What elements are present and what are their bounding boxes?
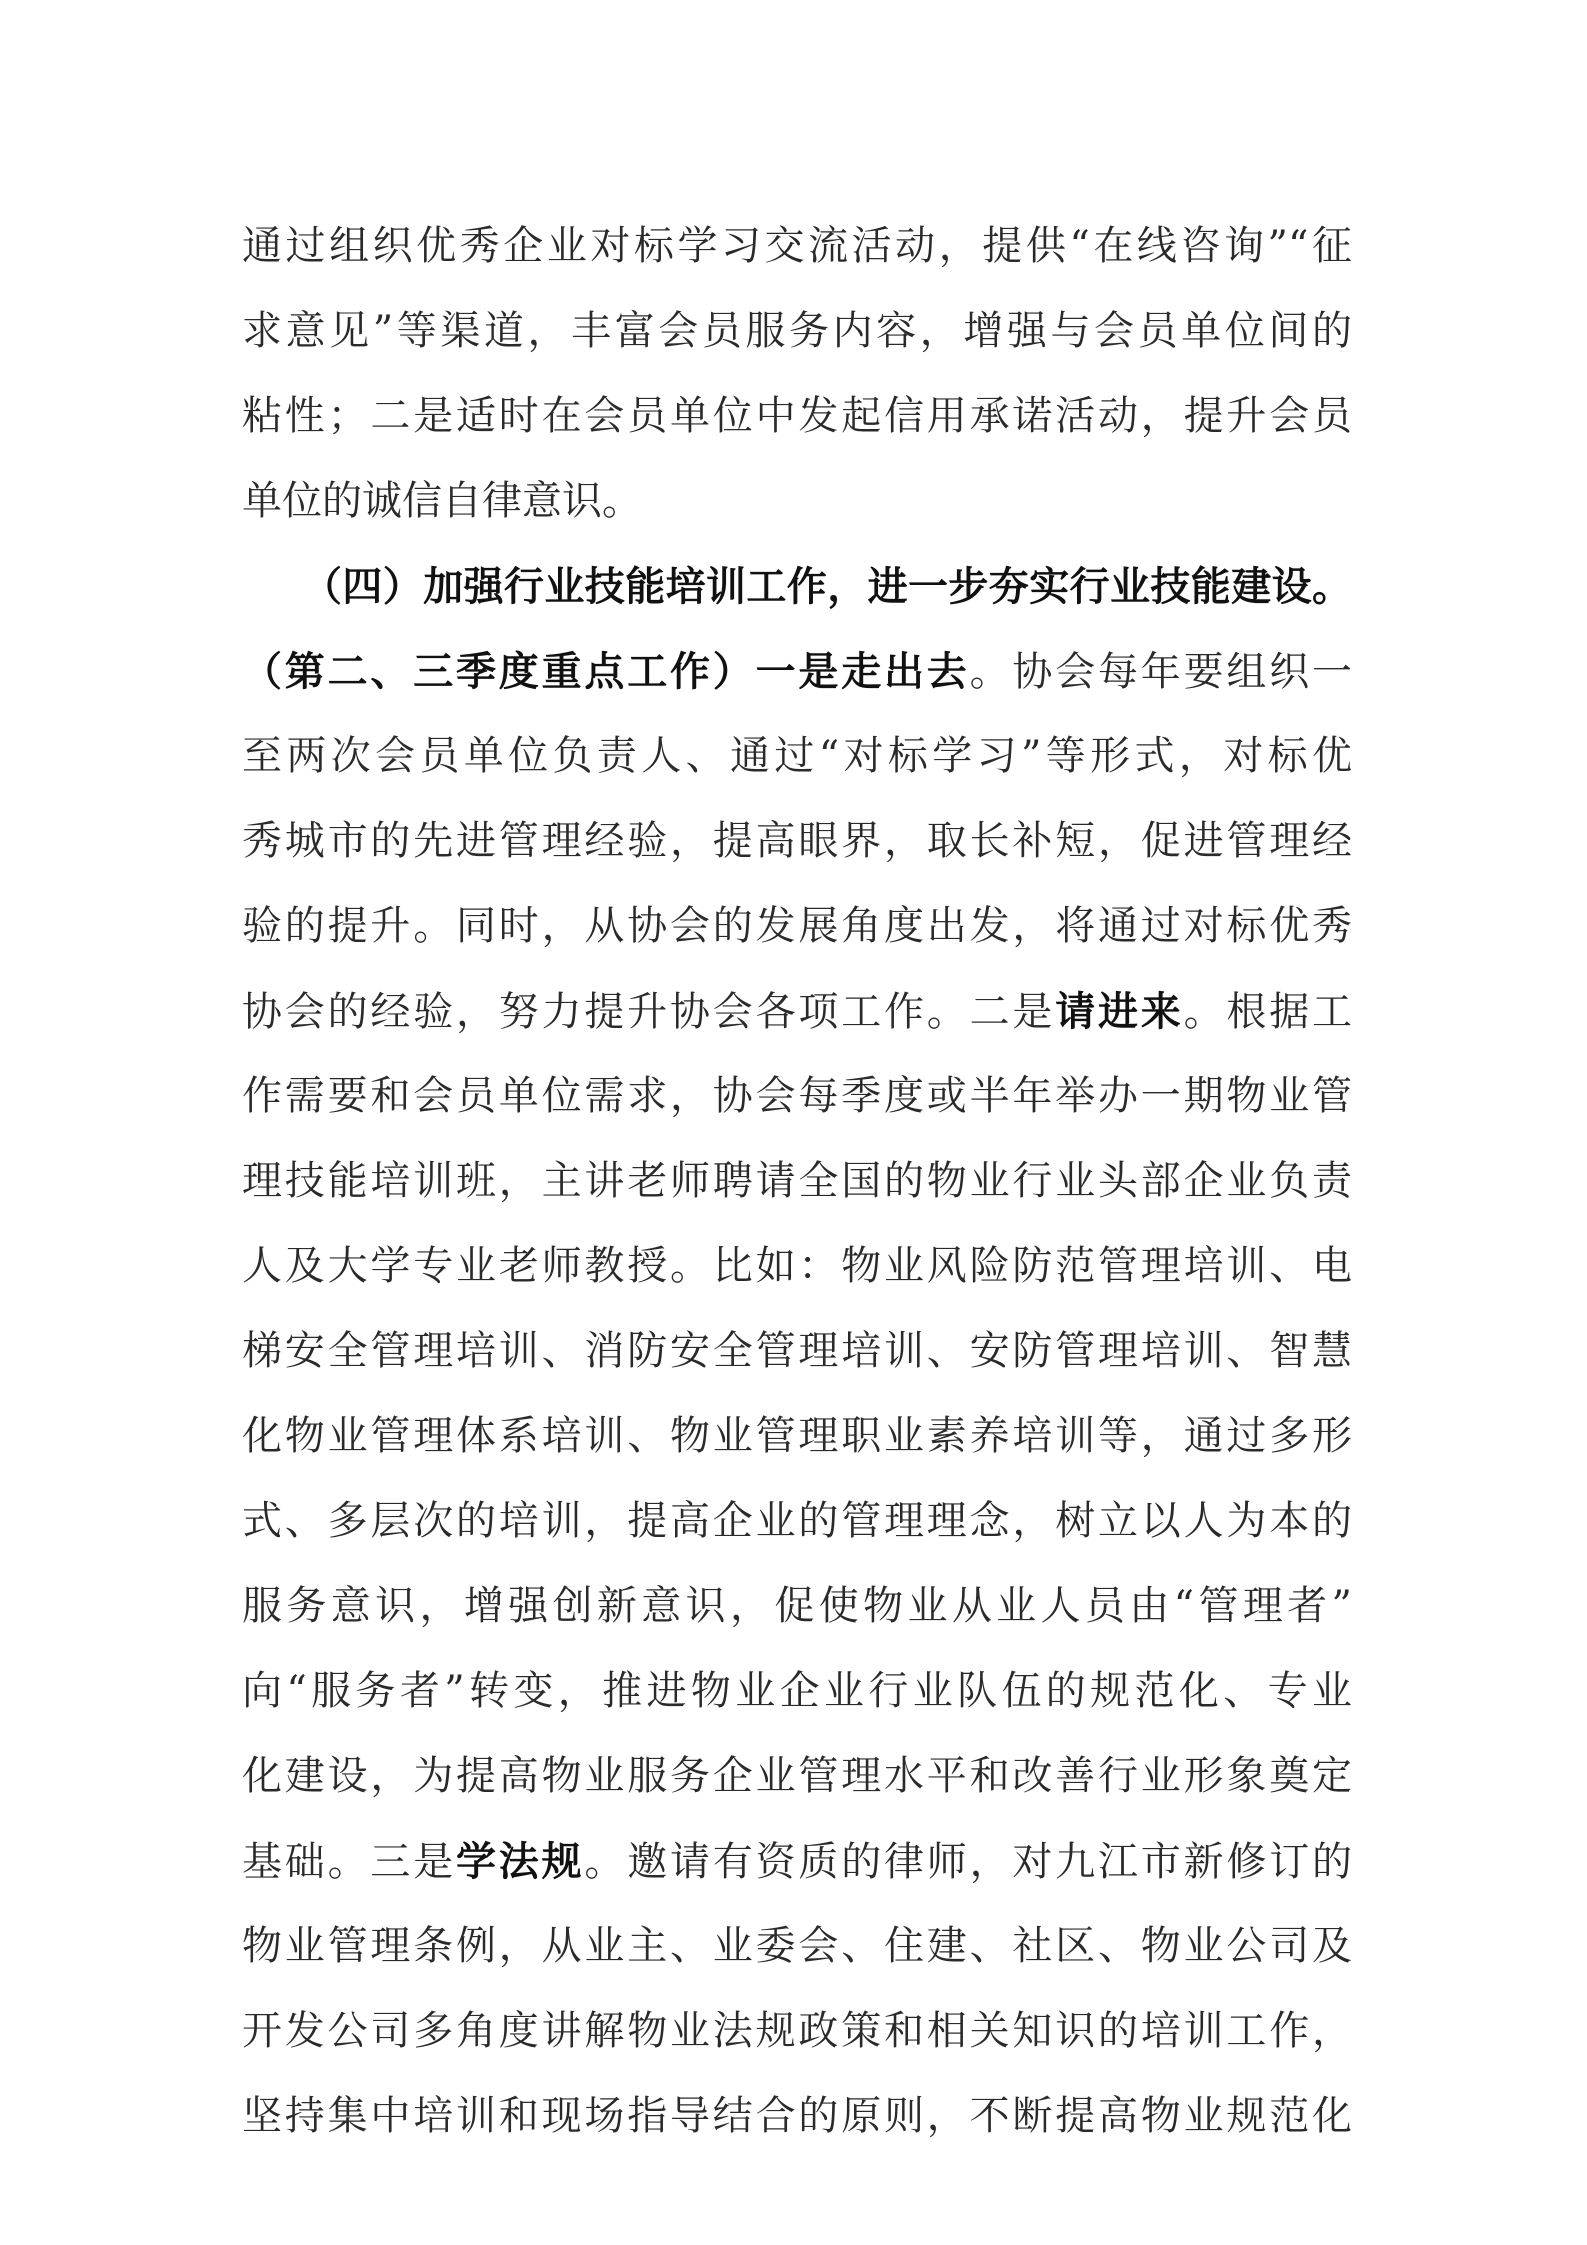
bold-phrase: （第二、三季度重点工作）一是走出去 bbox=[242, 648, 970, 695]
text-span: 。根据工 bbox=[1183, 989, 1353, 1035]
text-line: 至两次会员单位负责人、通过“对标学习”等形式，对标优 bbox=[242, 733, 1352, 779]
text-line: 坚持集中培训和现场指导结合的原则，不断提高物业规范化 bbox=[242, 2093, 1352, 2139]
text-line: 梯安全管理培训、消防安全管理培训、安防管理培训、智慧 bbox=[242, 1328, 1352, 1374]
text-line bbox=[242, 1819, 1352, 1904]
text-line: 化建设，为提高物业服务企业管理水平和改善行业形象奠定 bbox=[242, 1753, 1352, 1799]
text-line: 理技能培训班，主讲老师聘请全国的物业行业头部企业负责 bbox=[242, 1158, 1352, 1204]
text-line: 通过组织优秀企业对标学习交流活动，提供“在线咨询”“征 bbox=[242, 223, 1352, 269]
text-line: 求意见”等渠道，丰富会员服务内容，增强与会员单位间的 bbox=[242, 308, 1352, 354]
text-line: 化物业管理体系培训、物业管理职业素养培训等，通过多形 bbox=[242, 1413, 1352, 1459]
text-line: 式、多层次的培训，提高企业的管理理念，树立以人为本的 bbox=[242, 1498, 1352, 1544]
text-line: 向“服务者”转变，推进物业企业行业队伍的规范化、专业 bbox=[242, 1668, 1352, 1714]
section-heading: （四）加强行业技能培训工作，进一步夯实行业技能建设。 bbox=[302, 563, 1352, 610]
text-line: 服务意识，增强创新意识，促使物业从业人员由“管理者” bbox=[242, 1583, 1352, 1629]
text-span: 基础。三是 bbox=[242, 1839, 456, 1885]
text-span: 。协会每年要组织一 bbox=[969, 649, 1353, 695]
text-span: 。邀请有资质的律师，对九江市新修订的 bbox=[584, 1839, 1353, 1885]
text-line: 开发公司多角度讲解物业法规政策和相关知识的培训工作， bbox=[242, 2008, 1352, 2054]
text-line: 人及大学专业老师教授。比如：物业风险防范管理培训、电 bbox=[242, 1243, 1352, 1289]
bold-phrase: 学法规 bbox=[456, 1838, 585, 1885]
bold-phrase: 请进来 bbox=[1055, 988, 1184, 1035]
text-line: 粘性；二是适时在会员单位中发起信用承诺活动，提升会员 bbox=[242, 393, 1352, 439]
text-line bbox=[242, 629, 1352, 714]
text-line: 秀城市的先进管理经验，提高眼界，取长补短，促进管理经 bbox=[242, 818, 1352, 864]
text-line: 物业管理条例，从业主、业委会、住建、社区、物业公司及 bbox=[242, 1923, 1352, 1969]
text-span: 协会的经验，努力提升协会各项工作。二是 bbox=[242, 989, 1056, 1035]
text-line: 作需要和会员单位需求，协会每季度或半年举办一期物业管 bbox=[242, 1073, 1352, 1119]
body-text bbox=[242, 204, 1352, 2159]
text-line: 单位的诚信自律意识。 bbox=[242, 478, 642, 524]
text-line bbox=[242, 969, 1352, 1054]
text-line: 验的提升。同时，从协会的发展角度出发，将通过对标优秀 bbox=[242, 903, 1352, 949]
